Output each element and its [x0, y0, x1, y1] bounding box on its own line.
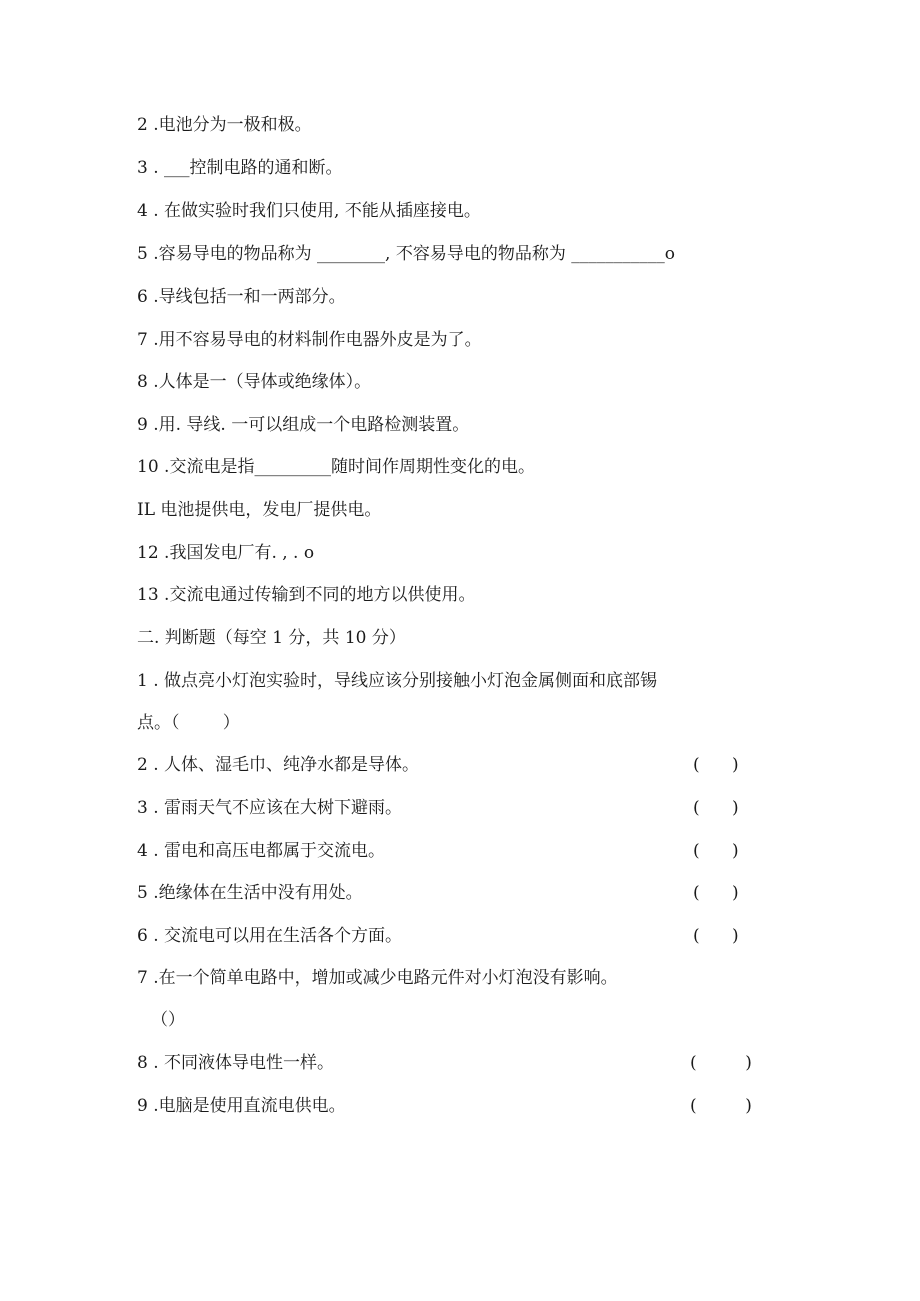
fill-item-4: 4 . 在做实验时我们只使用, 不能从插座接电。 — [137, 201, 481, 221]
judge-item-5: 5 .绝缘体在生活中没有用处。 — [137, 883, 363, 903]
judge-item-9: 9 .电脑是使用直流电供电。 — [137, 1096, 346, 1116]
answer-paren-3[interactable]: ( ) — [693, 798, 739, 818]
answer-paren-5[interactable]: ( ) — [693, 883, 739, 903]
judge-item-2: 2 . 人体、湿毛巾、纯净水都是导体。 — [137, 755, 420, 775]
judge-item-3: 3 . 雷雨天气不应该在大树下避雨。 — [137, 798, 403, 818]
answer-paren-7[interactable]: （） — [151, 1010, 185, 1030]
fill-item-11: IL 电池提供电，发电厂提供电。 — [137, 500, 382, 520]
judge-item-8: 8 . 不同液体导电性一样。 — [137, 1053, 335, 1073]
answer-paren-8[interactable]: ( ) — [690, 1053, 752, 1073]
judge-item-6: 6 . 交流电可以用在生活各个方面。 — [137, 926, 403, 946]
fill-item-9: 9 .用. 导线. 一可以组成一个电路检测装置。 — [137, 415, 470, 435]
answer-paren-9[interactable]: ( ) — [690, 1096, 752, 1116]
fill-item-13: 13 .交流电通过传输到不同的地方以供使用。 — [137, 585, 476, 605]
section-title-judge: 二. 判断题（每空 1 分，共 10 分） — [137, 628, 406, 648]
fill-item-7: 7 .用不容易导电的材料制作电器外皮是为了。 — [137, 330, 482, 350]
judge-item-1-cont: 点。（ ） — [137, 713, 240, 733]
fill-item-6: 6 .导线包括一和一两部分。 — [137, 287, 346, 307]
answer-paren-4[interactable]: ( ) — [693, 841, 739, 861]
fill-item-3: 3 . ___控制电路的通和断。 — [137, 158, 343, 178]
fill-item-8: 8 .人体是一（导体或绝缘体）。 — [137, 372, 372, 392]
answer-paren-2[interactable]: ( ) — [693, 755, 739, 775]
judge-item-7: 7 .在一个简单电路中，增加或减少电路元件对小灯泡没有影响。 — [137, 968, 618, 988]
fill-item-2: 2 .电池分为一极和极。 — [137, 115, 312, 135]
answer-paren-6[interactable]: ( ) — [693, 926, 739, 946]
judge-item-1: 1 . 做点亮小灯泡实验时，导线应该分别接触小灯泡金属侧面和底部锡 — [137, 671, 658, 691]
judge-item-4: 4 . 雷电和高压电都属于交流电。 — [137, 841, 386, 861]
fill-item-10: 10 .交流电是指_________随时间作周期性变化的电。 — [137, 457, 535, 477]
fill-item-5: 5 .容易导电的物品称为 ________, 不容易导电的物品称为 ___________o — [137, 244, 675, 264]
fill-item-12: 12 .我国发电厂有. , . o — [137, 543, 315, 563]
